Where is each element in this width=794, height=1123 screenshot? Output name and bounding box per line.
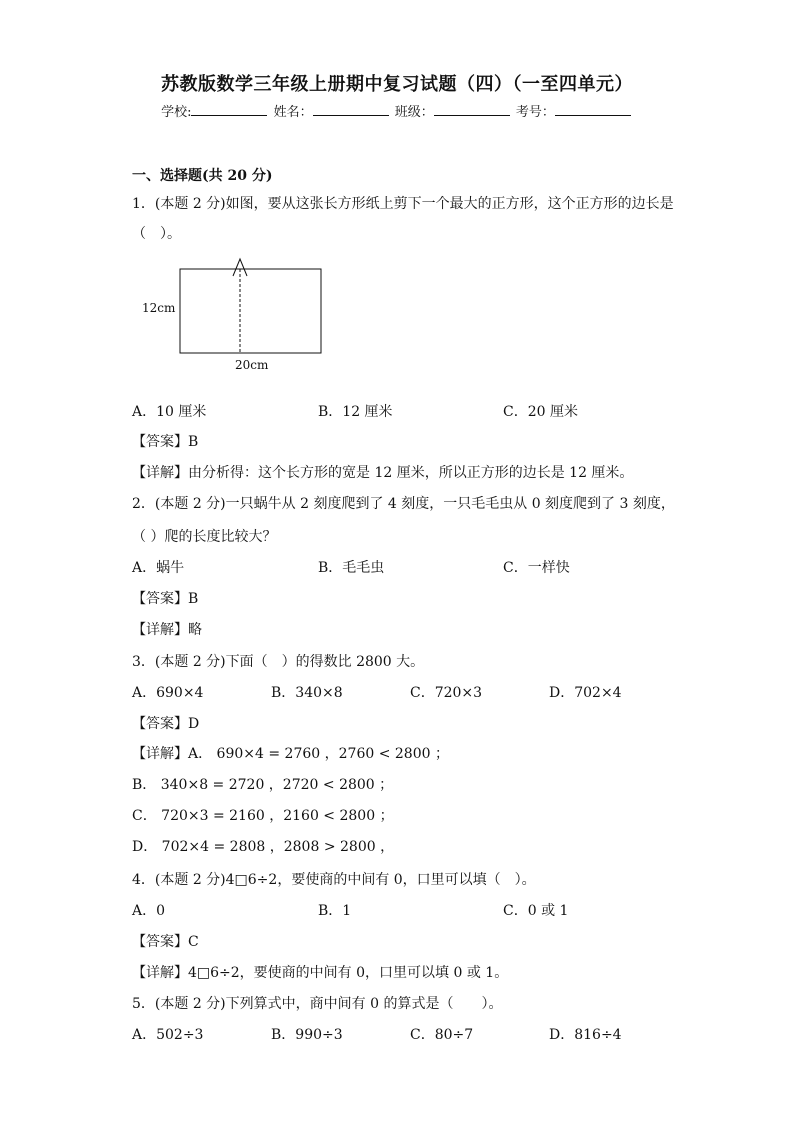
q1-option-b[interactable]: B．12 厘米 bbox=[318, 404, 393, 420]
q2-answer: 【答案】B bbox=[132, 591, 199, 607]
q5-option-d[interactable]: D．816÷4 bbox=[549, 1027, 622, 1043]
q1-detail: 【详解】由分析得：这个长方形的宽是 12 厘米，所以正方形的边长是 12 厘米。 bbox=[132, 465, 634, 481]
height-label: 12cm bbox=[142, 301, 176, 315]
exam-number-label: 考号： bbox=[515, 105, 555, 120]
q3-detail-line1: 【详解】A． 690×4 = 2760 ，2760 < 2800 ； bbox=[132, 746, 449, 762]
paper-rectangle bbox=[180, 269, 321, 353]
school-blank[interactable] bbox=[191, 103, 267, 116]
q3-detail-line4: D． 702×4 = 2808 ，2808 > 2800 ， bbox=[132, 839, 395, 855]
q1-rectangle-figure bbox=[140, 252, 340, 377]
q1-option-c[interactable]: C．20 厘米 bbox=[503, 404, 578, 420]
q2-option-b[interactable]: B．毛毛虫 bbox=[318, 560, 385, 576]
q2-detail: 【详解】略 bbox=[132, 622, 202, 638]
exam-number-blank[interactable] bbox=[555, 103, 631, 116]
q3-option-d[interactable]: D．702×4 bbox=[549, 685, 622, 701]
q1-option-a[interactable]: A．10 厘米 bbox=[132, 404, 207, 420]
q5-option-a[interactable]: A．502÷3 bbox=[132, 1027, 204, 1043]
q3-option-b[interactable]: B．340×8 bbox=[271, 685, 343, 701]
q4-option-a[interactable]: A．0 bbox=[132, 903, 166, 919]
q1-stem-line1: 1．(本题 2 分)如图，要从这张长方形纸上剪下一个最大的正方形，这个正方形的边长是 bbox=[132, 196, 674, 212]
q3-option-c[interactable]: C．720×3 bbox=[410, 685, 483, 701]
section-heading: 一、选择题(共 20 分) bbox=[132, 168, 273, 184]
q3-detail-line2: B． 340×8 = 2720 ，2720 < 2800 ； bbox=[132, 777, 394, 793]
q2-option-c[interactable]: C．一样快 bbox=[503, 560, 570, 576]
q3-answer: 【答案】D bbox=[132, 716, 200, 732]
q5-option-c[interactable]: C．80÷7 bbox=[410, 1027, 474, 1043]
q2-option-a[interactable]: A．蜗牛 bbox=[132, 560, 185, 576]
class-blank[interactable] bbox=[434, 103, 510, 116]
page-title: 苏教版数学三年级上册期中复习试题（四）（一至四单元） bbox=[161, 74, 633, 95]
school-label: 学校: bbox=[161, 105, 192, 120]
q2-stem-line2: （ ）爬的长度比较大？ bbox=[132, 529, 277, 545]
scissors-mark-icon bbox=[233, 259, 247, 276]
q4-option-c[interactable]: C．0 或 1 bbox=[503, 903, 569, 919]
class-label: 班级： bbox=[394, 105, 434, 120]
width-label: 20cm bbox=[235, 358, 269, 372]
q5-stem: 5．(本题 2 分)下列算式中，商中间有 0 的算式是（ ）。 bbox=[132, 996, 503, 1012]
q1-stem-line2: （ ）。 bbox=[132, 226, 181, 242]
q4-answer: 【答案】C bbox=[132, 934, 199, 950]
q4-stem: 4．(本题 2 分)4□6÷2，要使商的中间有 0，口里可以填（ ）。 bbox=[132, 872, 536, 888]
q1-answer: 【答案】B bbox=[132, 434, 199, 450]
student-info-line bbox=[0, 101, 794, 120]
q5-option-b[interactable]: B．990÷3 bbox=[271, 1027, 343, 1043]
name-label: 姓名： bbox=[273, 105, 313, 120]
q3-stem: 3．(本题 2 分)下面（ ）的得数比 2800 大。 bbox=[132, 654, 425, 670]
q4-option-b[interactable]: B．1 bbox=[318, 903, 352, 919]
q2-stem-line1: 2．(本题 2 分)一只蜗牛从 2 刻度爬到了 4 刻度，一只毛毛虫从 0 刻度爬到了 3 刻度， bbox=[132, 496, 675, 512]
q3-option-a[interactable]: A．690×4 bbox=[132, 685, 204, 701]
q3-detail-line3: C． 720×3 = 2160 ，2160 < 2800 ； bbox=[132, 808, 394, 824]
q4-detail: 【详解】4□6÷2，要使商的中间有 0，口里可以填 0 或 1。 bbox=[132, 965, 509, 981]
name-blank[interactable] bbox=[313, 103, 389, 116]
